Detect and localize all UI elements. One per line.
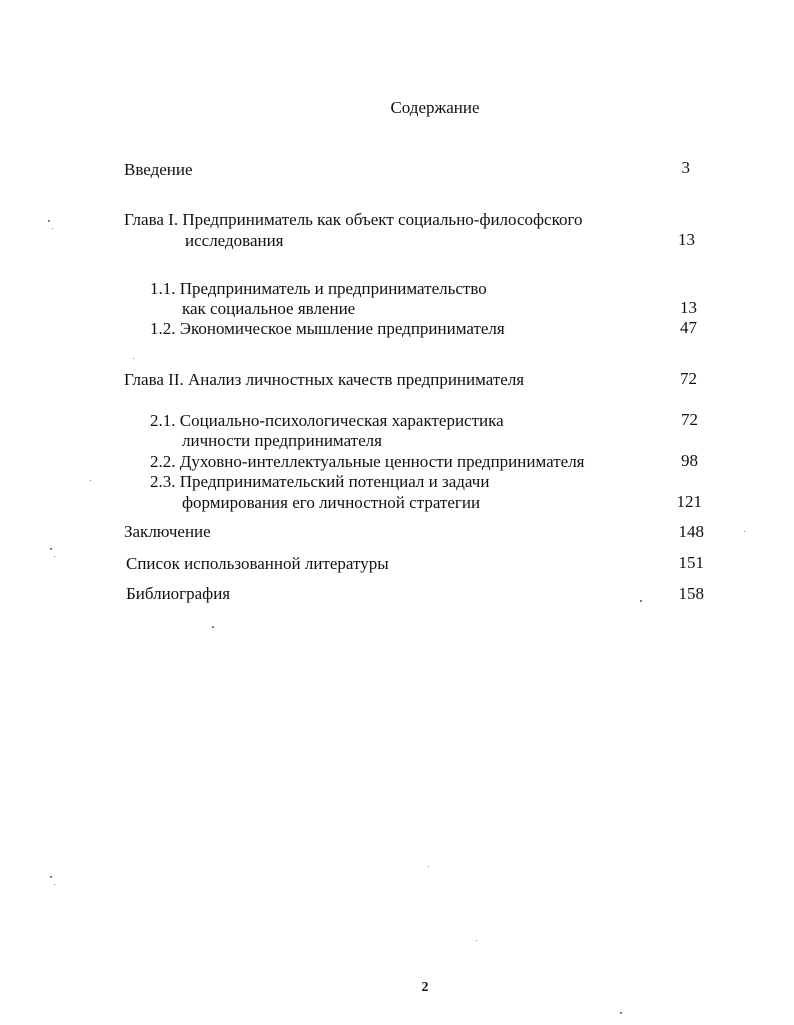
scan-speck <box>54 556 55 557</box>
scan-speck <box>50 548 52 550</box>
scan-speck <box>133 358 134 359</box>
toc-entry-bibliography: Библиография <box>126 584 231 603</box>
scan-speck <box>52 228 53 229</box>
toc-entry-chapter-1: Глава I. Предприниматель как объект социально-философского <box>124 210 583 229</box>
scan-speck <box>90 480 91 481</box>
toc-entry-references: Список использованной литературы <box>126 554 389 573</box>
scan-speck <box>640 600 642 602</box>
toc-entry-introduction: Введение <box>124 160 193 179</box>
toc-page-section-2-3: 121 <box>676 492 702 511</box>
scan-speck <box>744 531 745 532</box>
scan-speck <box>428 866 429 867</box>
toc-entry-section-2-1: 2.1. Социально-психологическая характеристика <box>150 411 504 430</box>
toc-page-introduction: 3 <box>681 158 690 177</box>
toc-page-chapter-1: 13 <box>678 230 695 249</box>
scan-speck <box>50 876 52 878</box>
toc-entry-section-2-3-cont: формирования его личностной стратегии <box>182 493 481 512</box>
toc-page-section-1-2: 47 <box>680 318 697 337</box>
toc-entry-chapter-1-cont: исследования <box>185 231 284 250</box>
toc-page-references: 151 <box>678 553 704 572</box>
toc-entry-conclusion: Заключение <box>124 522 211 541</box>
toc-page-conclusion: 148 <box>678 522 704 541</box>
toc-entry-section-1-1-cont: как социальное явление <box>182 299 356 318</box>
toc-page-section-2-1: 72 <box>681 410 698 429</box>
toc-page-section-1-1: 13 <box>680 298 697 317</box>
toc-page-bibliography: 158 <box>678 584 704 603</box>
toc-entry-chapter-2: Глава II. Анализ личностных качеств предпринимателя <box>124 370 525 389</box>
page-title: Содержание <box>390 98 480 117</box>
toc-page-chapter-2: 72 <box>680 369 697 388</box>
scan-speck <box>54 884 55 885</box>
toc-entry-section-2-3: 2.3. Предпринимательский потенциал и задачи <box>150 472 490 491</box>
toc-entry-section-2-2: 2.2. Духовно-интеллектуальные ценности предпринимателя <box>150 452 585 471</box>
scan-speck <box>476 940 477 941</box>
page-number: 2 <box>421 980 429 995</box>
toc-entry-section-1-2: 1.2. Экономическое мышление предпринимателя <box>150 319 505 338</box>
toc-entry-section-2-1-cont: личности предпринимателя <box>182 431 382 450</box>
scan-speck <box>620 1012 622 1014</box>
scan-speck <box>48 220 50 222</box>
toc-entry-section-1-1: 1.1. Предприниматель и предпринимательство <box>150 279 487 298</box>
scan-speck <box>212 626 214 628</box>
toc-page-section-2-2: 98 <box>681 451 698 470</box>
